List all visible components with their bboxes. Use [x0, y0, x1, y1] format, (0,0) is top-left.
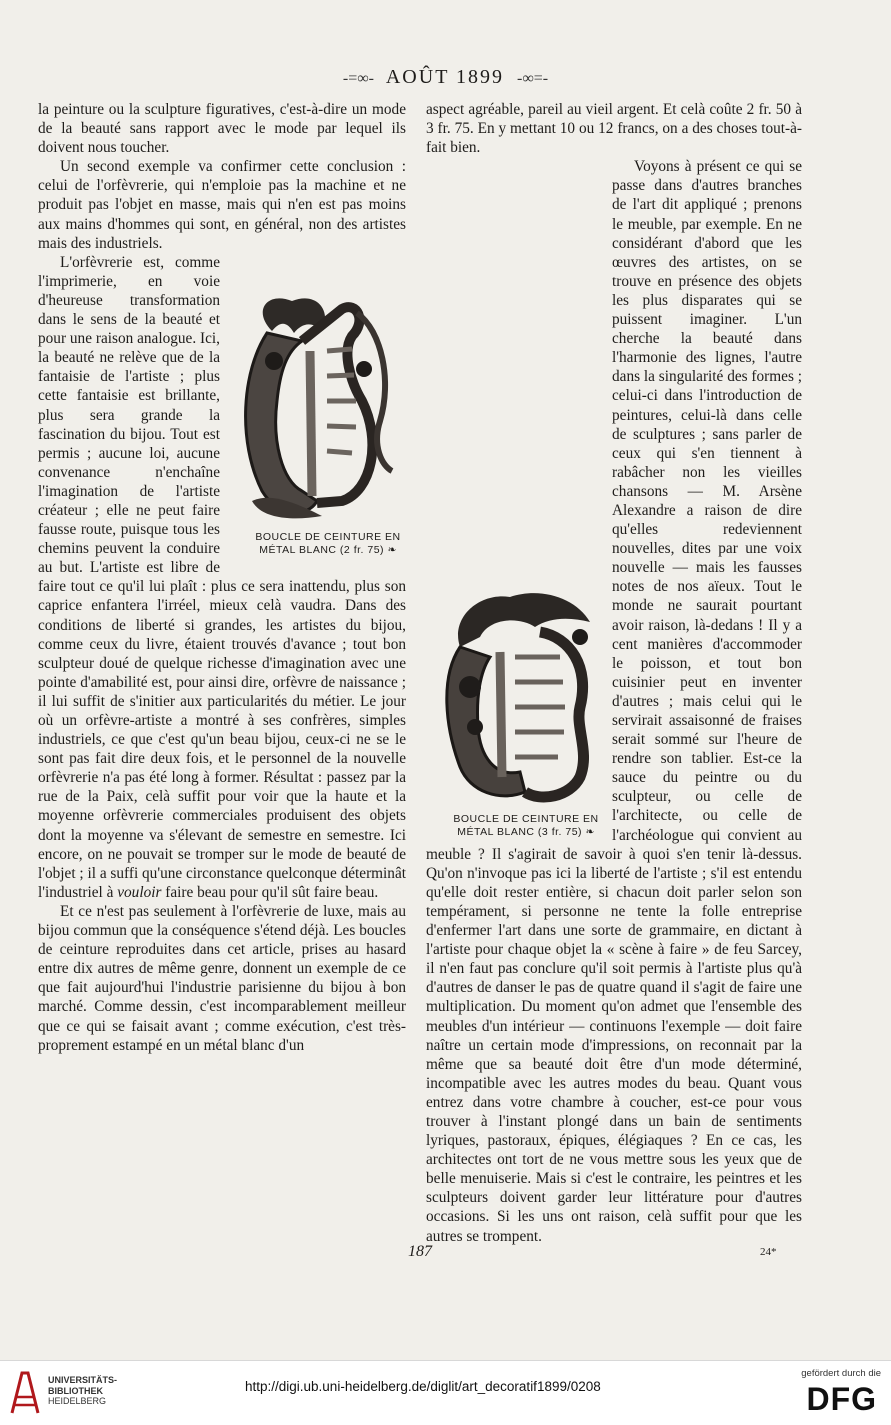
caption-line: BOUCLE DE CEINTURE EN: [453, 813, 599, 826]
right-ornament: -∞=-: [517, 70, 549, 87]
figure-buckle-1: [228, 291, 406, 557]
page-title: AOÛT 1899: [385, 66, 505, 88]
caption-line: BOUCLE DE CEINTURE EN: [255, 530, 401, 543]
running-header: [0, 66, 891, 89]
institution-name: [48, 1375, 117, 1407]
paragraph: [38, 253, 406, 902]
paragraph: [426, 157, 802, 1245]
figure-caption: [228, 531, 406, 557]
figure-buckle-2: [426, 577, 604, 839]
page-number: 187: [408, 1243, 432, 1260]
belt-buckle-illustration-2: [430, 577, 600, 807]
paragraph: Et ce n'est pas seulement à l'orfèvrerie de luxe, mais au bijou commun que la conséquence s'étend déjà. Les boucles de ceinture reproduites dans cet article, prises au hasard entre dix autres de même genre, donnent un exemple de ce que fait aujourd'hui l'industrie parisienne du bijou à bon marché. Comme dessin, c'est incomparablement meilleur que ce qui se faisait avant ; comme exécution, c'est très-proprement estampé en un métal blanc d'un: [38, 902, 406, 1054]
funding-label: gefördert durch die: [801, 1368, 881, 1379]
signature-mark: 24*: [760, 1246, 777, 1258]
paragraph: la peinture ou la sculpture figuratives, c'est-à-dire un mode de la beauté sans rapport avec le mode par lequel ils doivent nous toucher.: [38, 101, 406, 157]
paragraph: aspect agréable, pareil au vieil argent. Et celà coûte 2 fr. 50 à 3 fr. 75. En y mettant 10 ou 12 francs, on a des choses tout-à-fait bien.: [426, 101, 802, 157]
paragraph-text: faire beau pour qu'il sût faire beau.: [161, 883, 379, 901]
caption-line: MÉTAL BLANC (2 fr. 75) ❧: [259, 543, 397, 556]
institution-line: HEIDELBERG: [48, 1396, 107, 1406]
source-url-link[interactable]: http://digi.ub.uni-heidelberg.de/diglit/art_decoratif1899/0208: [245, 1379, 601, 1394]
institution-line: BIBLIOTHEK: [48, 1385, 103, 1396]
figure-caption: [426, 813, 604, 839]
paragraph: Un second exemple va confirmer cette conclusion : celui de l'orfèvrerie, qui n'emploie pas la machine et ne produit pas l'objet en masse, mais qui n'en est pas moins aux mains d'hommes qui sont, en général, non des artistes mais des industriels.: [38, 158, 406, 252]
digitization-footer: [0, 1360, 891, 1425]
paragraph-text: L'orfèvrerie est, comme l'imprimerie, en voie d'heureuse transformation dans le sens de la beauté et pour une raison analogue. Ici, la beauté ne relève que de la fantaisie de l'artiste ; plus cette fantaisie est brillante, plus sera grande la fascination du bijou. Tout est permis ; aucune loi, aucune convenance n'enchaîne l'imagination de l'artiste créateur ; elle ne peut faire fausse route, puisque tous les chemins peuvent la conduire au but. L'artiste est libre de faire tout ce qu'il lui plaît : plus ce sera inattendu, plus son caprice enfantera l'irréel, mieux celà vaudra. Dans des conditions de liberté si grandes, les artistes du bijou, comme ceux du livre, étaient trouvés d'avance ; tout bon sculpteur doué de quelque richesse d'imagination avec une pointe d'amabilité est, pour ainsi dire, orfèvre de naissance ; il lui suffit de s'initier aux particularités du métier. Le jour où un orfèvre-artiste a montré à ses confrères, simples industriels, ce que c'est qu'un beau bijou, ceux-ci ne se le sont pas fait dire deux fois, et le personnel de la nouvelle orfèvrerie n'a pas été long à former. Résultat : passez par la rue de la Paix, celà suffit pour voir que la haute et la moyenne orfèvrerie commerciales produisent des objets dont la moyenne va s'élevant de semestre en semestre. Ici encore, on ne pouvait se tromper sur le mode de beauté de l'objet ; il a suffi qu'une circonstance quelconque déterminât l'industriel à: [38, 253, 406, 901]
right-column: [426, 100, 802, 1246]
left-ornament: -=∞-: [342, 70, 374, 87]
paragraph-text: Voyons à présent ce qui se passe dans d'autres branches de l'art dit appliqué ; prenons le meuble, par exemple. En ne considérant d'abord que les œuvres des artistes, on se trouve en présence des objets les plus disparates qui se puissent imaginer. L'un cherche la beauté dans l'harmonie des lignes, l'autre dans la singularité des formes ; celui-ci dans l'introduction de peintures, celui-là dans celle de sculptures ; sans parler de ceux qui s'en tiennent à rabâcher non les vieilles chansons — M. Arsène Alexandre a raison de dire qu'elles redeviennent nouvelles, dites par une voix nouvelle — mais les fausses notes de nos aïeux. Tout le monde ne saurait pourtant avoir raison, là-dedans ! Il y a cent manières d'accommoder le poisson, et tout bon cuisinier peut en inventer d'autres ; mais celui qui le servirait assaisonné de fraises serait sommé sur l'heure de rendre son tablier. Est-ce la sauce du peintre ou du sculpteur, ou celle de l'architecte, ou celle de l'archéologue qui convient au meuble ? Il s'agirait de savoir à quoi s'en tenir là-dessus. Qu'on n'invoque pas ici la liberté de l'artiste ; s'il est entendu qu'elle doit rester entière, si chacun doit parler selon son tempérament, si personne ne tente la folle entreprise d'enfermer l'art dans une sorte de grammaire, en dictant à l'artiste pour chaque objet la « scène à faire » de feu Sarcey, il n'en faut pas conclure qu'il soit permis à l'artiste plus qu'à d'autres de danser le pas de quatre quand il s'agit de faire une multiplication. Du moment qu'on admet que l'ensemble des meubles d'un intérieur — continuons l'exemple — doit faire naître un certain mode d'impressions, on reconnait par la même que sa beauté doit être d'un mode déterminé, incompatible avec les autres modes du beau. Quant vous entrez dans votre chambre à coucher, est-ce pour vous trouver à l'instant plongé dans un bain de sentiments lyriques, pastoraux, épiques, élégiaques ? En ce cas, les architectes ont tort de ne vous mettre sous les yeux que de belle menuiserie. Mais si c'est le contraire, les peintres et les sculpteurs doivent garder leur littérature pour d'autres occasions. Si les uns ont raison, celà suffit pour que les autres se trompent.: [426, 158, 802, 1245]
belt-buckle-illustration-1: [232, 291, 402, 523]
university-library-logo-icon: [8, 1367, 42, 1417]
italic-word: vouloir: [117, 883, 162, 901]
caption-line: MÉTAL BLANC (3 fr. 75) ❧: [457, 826, 595, 839]
dfg-logo: DFG: [806, 1381, 877, 1417]
left-column: [38, 100, 406, 1055]
institution-line: UNIVERSITÄTS-: [48, 1375, 118, 1385]
